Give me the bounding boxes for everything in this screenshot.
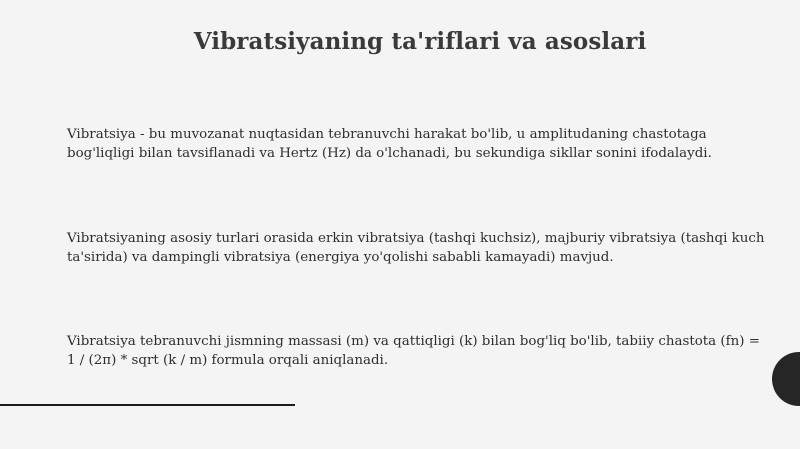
footer-divider	[0, 404, 295, 406]
decorative-circle	[772, 352, 800, 406]
slide-title: Vibratsiyaning ta'riflari va asoslari	[193, 28, 647, 55]
paragraph-definition: Vibratsiya - bu muvozanat nuqtasidan tebranuvchi harakat bo'lib, u amplitudaning chastotaga bog'liqligi bilan tavsiflanadi va Hertz (Hz) da o'lchanadi, bu sekundiga sikllar sonini ifodalaydi.	[67, 127, 712, 161]
paragraph-types: Vibratsiyaning asosiy turlari orasida erkin vibratsiya (tashqi kuchsiz), majburiy vibratsiya (tashqi kuch ta'sirida) va dampingli vibratsiya (energiya yo'qolishi sababli kamayadi) mavjud.	[67, 231, 765, 265]
paragraph-formula: Vibratsiya tebranuvchi jismning massasi (m) va qattiqligi (k) bilan bog'liq bo'lib, tabiiy chastota (fn) = 1 / (2π) * sqrt (k / m) formula orqali aniqlanadi.	[67, 334, 760, 368]
